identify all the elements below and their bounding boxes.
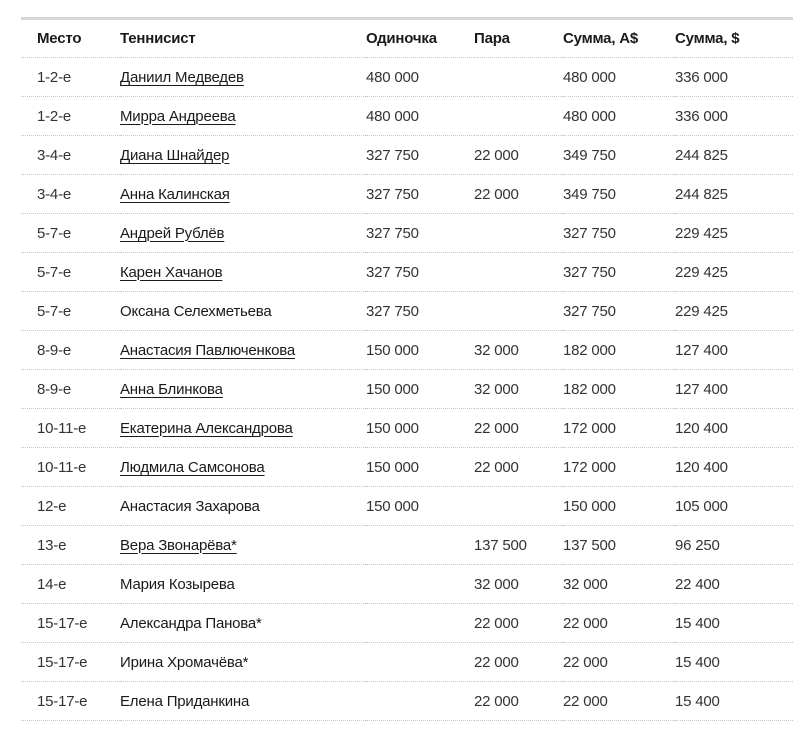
sum-aud-cell: 182 000 (563, 370, 675, 409)
sum-aud-cell: 150 000 (563, 487, 675, 526)
singles-cell (366, 526, 474, 565)
player-cell (120, 253, 366, 292)
table-row (21, 97, 793, 136)
sum-usd-cell: 22 400 (675, 565, 793, 604)
player-link[interactable]: Вера Звонарёва* (120, 536, 237, 554)
sum-aud-cell: 480 000 (563, 97, 675, 136)
doubles-cell: 32 000 (474, 565, 563, 604)
doubles-cell (474, 253, 563, 292)
doubles-cell: 22 000 (474, 409, 563, 448)
sum-usd-cell: 336 000 (675, 58, 793, 97)
place-cell: 15-17-е (21, 604, 120, 643)
singles-cell: 150 000 (366, 487, 474, 526)
col-header-sum-usd: Сумма, $ (675, 19, 793, 58)
col-header-place: Место (21, 19, 120, 58)
sum-aud-cell: 349 750 (563, 136, 675, 175)
sum-aud-cell: 137 500 (563, 526, 675, 565)
player-cell (120, 370, 366, 409)
place-cell: 10-11-е (21, 448, 120, 487)
player-cell (120, 409, 366, 448)
sum-aud-cell: 327 750 (563, 253, 675, 292)
sum-usd-cell: 96 250 (675, 526, 793, 565)
doubles-cell: 32 000 (474, 331, 563, 370)
player-link[interactable]: Диана Шнайдер (120, 146, 230, 164)
sum-usd-cell: 15 400 (675, 682, 793, 721)
place-cell: 15-17-е (21, 682, 120, 721)
sum-usd-cell: 120 400 (675, 409, 793, 448)
sum-aud-cell: 327 750 (563, 214, 675, 253)
doubles-cell: 22 000 (474, 604, 563, 643)
col-header-doubles: Пара (474, 19, 563, 58)
doubles-cell (474, 292, 563, 331)
sum-usd-cell: 15 400 (675, 604, 793, 643)
col-header-sum-aud: Сумма, A$ (563, 19, 675, 58)
singles-cell: 480 000 (366, 97, 474, 136)
sum-aud-cell: 32 000 (563, 565, 675, 604)
sum-aud-cell: 172 000 (563, 448, 675, 487)
player-name: Анастасия Захарова (120, 497, 260, 515)
sum-usd-cell: 229 425 (675, 214, 793, 253)
header-row (21, 19, 793, 58)
singles-cell (366, 643, 474, 682)
player-cell (120, 643, 366, 682)
doubles-cell: 22 000 (474, 136, 563, 175)
player-cell (120, 292, 366, 331)
doubles-cell: 22 000 (474, 175, 563, 214)
sum-aud-cell: 480 000 (563, 58, 675, 97)
sum-aud-cell: 22 000 (563, 604, 675, 643)
doubles-cell: 22 000 (474, 448, 563, 487)
place-cell: 8-9-е (21, 331, 120, 370)
player-cell (120, 565, 366, 604)
sum-aud-cell: 22 000 (563, 682, 675, 721)
table-row (21, 253, 793, 292)
place-cell: 5-7-е (21, 214, 120, 253)
sum-usd-cell: 229 425 (675, 292, 793, 331)
singles-cell: 327 750 (366, 214, 474, 253)
sum-aud-cell: 172 000 (563, 409, 675, 448)
col-header-singles: Одиночка (366, 19, 474, 58)
player-link[interactable]: Екатерина Александрова (120, 419, 293, 437)
sum-usd-cell: 120 400 (675, 448, 793, 487)
singles-cell (366, 604, 474, 643)
player-cell (120, 487, 366, 526)
table-row (21, 409, 793, 448)
table-row (21, 526, 793, 565)
player-cell (120, 682, 366, 721)
singles-cell: 327 750 (366, 253, 474, 292)
sum-aud-cell: 182 000 (563, 331, 675, 370)
doubles-cell (474, 58, 563, 97)
table-row (21, 58, 793, 97)
table-row (21, 214, 793, 253)
prize-money-table (21, 17, 793, 721)
place-cell: 1-2-е (21, 97, 120, 136)
singles-cell (366, 565, 474, 604)
sum-aud-cell: 349 750 (563, 175, 675, 214)
table-row (21, 604, 793, 643)
sum-usd-cell: 105 000 (675, 487, 793, 526)
doubles-cell: 32 000 (474, 370, 563, 409)
singles-cell (366, 682, 474, 721)
player-link[interactable]: Даниил Медведев (120, 68, 244, 86)
place-cell: 3-4-е (21, 136, 120, 175)
player-link[interactable]: Анна Калинская (120, 185, 230, 203)
player-link[interactable]: Людмила Самсонова (120, 458, 265, 476)
player-name: Елена Приданкина (120, 692, 250, 710)
sum-usd-cell: 15 400 (675, 643, 793, 682)
sum-aud-cell: 22 000 (563, 643, 675, 682)
place-cell: 13-е (21, 526, 120, 565)
place-cell: 5-7-е (21, 292, 120, 331)
singles-cell: 150 000 (366, 409, 474, 448)
player-name: Ирина Хромачёва* (120, 653, 249, 671)
doubles-cell (474, 487, 563, 526)
doubles-cell: 22 000 (474, 682, 563, 721)
place-cell: 14-е (21, 565, 120, 604)
player-cell (120, 136, 366, 175)
player-name: Оксана Селехметьева (120, 302, 272, 320)
place-cell: 10-11-е (21, 409, 120, 448)
singles-cell: 327 750 (366, 175, 474, 214)
sum-usd-cell: 229 425 (675, 253, 793, 292)
singles-cell: 327 750 (366, 292, 474, 331)
singles-cell: 150 000 (366, 370, 474, 409)
sum-aud-cell: 327 750 (563, 292, 675, 331)
player-cell (120, 58, 366, 97)
table-row (21, 370, 793, 409)
singles-cell: 150 000 (366, 331, 474, 370)
place-cell: 12-е (21, 487, 120, 526)
doubles-cell: 137 500 (474, 526, 563, 565)
player-cell (120, 175, 366, 214)
place-cell: 3-4-е (21, 175, 120, 214)
table-row (21, 175, 793, 214)
player-cell (120, 97, 366, 136)
player-link[interactable]: Анастасия Павлюченкова (120, 341, 296, 359)
table-body (21, 58, 793, 721)
table-row (21, 331, 793, 370)
player-link[interactable]: Карен Хачанов (120, 263, 223, 281)
place-cell: 1-2-е (21, 58, 120, 97)
sum-usd-cell: 336 000 (675, 97, 793, 136)
singles-cell: 150 000 (366, 448, 474, 487)
player-cell (120, 331, 366, 370)
sum-usd-cell: 127 400 (675, 370, 793, 409)
player-name: Александра Панова* (120, 614, 262, 632)
doubles-cell (474, 97, 563, 136)
sum-usd-cell: 127 400 (675, 331, 793, 370)
col-header-player: Теннисист (120, 19, 366, 58)
player-cell (120, 526, 366, 565)
singles-cell: 480 000 (366, 58, 474, 97)
player-name: Мария Козырева (120, 575, 235, 593)
sum-usd-cell: 244 825 (675, 136, 793, 175)
table-row (21, 292, 793, 331)
table-row (21, 136, 793, 175)
table-row (21, 682, 793, 721)
table-row (21, 487, 793, 526)
doubles-cell: 22 000 (474, 643, 563, 682)
place-cell: 5-7-е (21, 253, 120, 292)
place-cell: 15-17-е (21, 643, 120, 682)
table-row (21, 565, 793, 604)
player-cell (120, 214, 366, 253)
player-cell (120, 604, 366, 643)
place-cell: 8-9-е (21, 370, 120, 409)
player-link[interactable]: Андрей Рублёв (120, 224, 225, 242)
table-row (21, 448, 793, 487)
player-cell (120, 448, 366, 487)
singles-cell: 327 750 (366, 136, 474, 175)
doubles-cell (474, 214, 563, 253)
table-header (21, 19, 793, 58)
player-link[interactable]: Анна Блинкова (120, 380, 223, 398)
table-row (21, 643, 793, 682)
player-link[interactable]: Мирра Андреева (120, 107, 236, 125)
sum-usd-cell: 244 825 (675, 175, 793, 214)
